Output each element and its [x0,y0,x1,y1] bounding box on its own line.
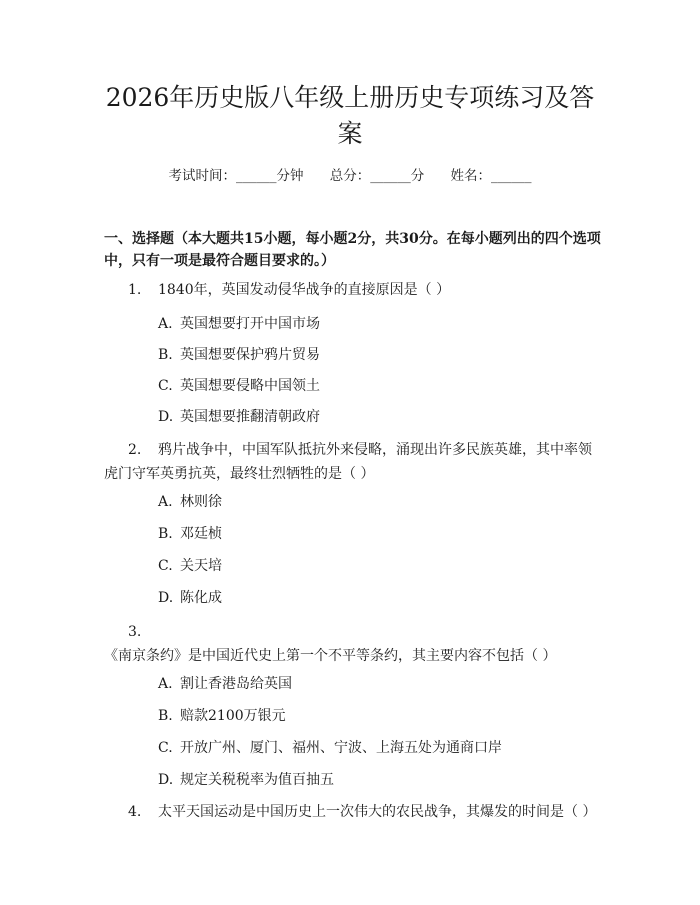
question-3-option-d [158,770,598,790]
option-letter: A. [158,316,173,332]
option-letter: D. [158,772,174,788]
option-letter: A. [158,494,173,510]
section-heading: 一、选择题（本大题共15小题，每小题2分，共30分。在每小题列出的四个选项中，只有一项是最符合题目要求的。） [104,231,601,269]
question-number: 1. [128,282,142,298]
question-1-option-d [158,407,598,427]
question-stem: 鸦片战争中，中国军队抵抗外来侵略，涌现出许多民族英雄，其中率领虎门守军英勇抗英，最终壮烈牺牲的是（ ） [104,442,592,482]
option-text: 英国想要保护鸦片贸易 [180,347,320,363]
exam-meta [0,166,700,186]
option-letter: C. [158,558,173,574]
option-text: 英国想要侵略中国领土 [180,378,320,394]
question-3-option-c [158,738,598,758]
option-letter: B. [158,347,173,363]
option-text: 开放广州、厦门、福州、宁波、上海五处为通商口岸 [180,740,502,756]
option-text: 规定关税税率为值百抽五 [180,772,334,788]
exam-time-field: 考试时间：______分钟 [168,168,304,184]
question-1-option-b [158,345,598,365]
option-text: 林则徐 [180,494,222,510]
question-3-option-a [158,674,598,694]
option-text: 英国想要打开中国市场 [180,316,320,332]
question-1-option-a [158,314,598,334]
question-number: 4. [128,804,142,820]
question-2-option-a [158,492,598,512]
total-score-field: 总分：______分 [329,168,425,184]
question-2-option-b [158,524,598,544]
question-1 [104,278,604,302]
question-3 [104,620,604,668]
question-2 [104,438,604,486]
page-title: 2026年历史版八年级上册历史专项练习及答案 [105,83,595,148]
question-stem: 《南京条约》是中国近代史上第一个不平等条约，其主要内容不包括（ ） [104,648,557,664]
question-stem: 1840年，英国发动侵华战争的直接原因是（ ） [158,282,451,298]
name-field: 姓名：______ [450,168,532,184]
option-letter: B. [158,526,173,542]
option-text: 赔款2100万银元 [180,708,286,724]
option-letter: A. [158,676,173,692]
option-letter: C. [158,740,173,756]
option-letter: C. [158,378,173,394]
option-text: 关天培 [180,558,222,574]
question-2-option-d [158,588,598,608]
option-text: 割让香港岛给英国 [180,676,292,692]
question-1-option-c [158,376,598,396]
question-2-option-c [158,556,598,576]
option-letter: D. [158,409,174,425]
question-stem: 太平天国运动是中国历史上一次伟大的农民战争，其爆发的时间是（ ） [158,804,597,820]
question-3-option-b [158,706,598,726]
question-number: 2. [128,442,142,458]
option-text: 陈化成 [180,590,222,606]
option-letter: D. [158,590,174,606]
option-letter: B. [158,708,173,724]
option-text: 邓廷桢 [180,526,222,542]
option-text: 英国想要推翻清朝政府 [180,409,320,425]
question-4 [104,800,604,824]
question-number: 3. [128,624,142,640]
